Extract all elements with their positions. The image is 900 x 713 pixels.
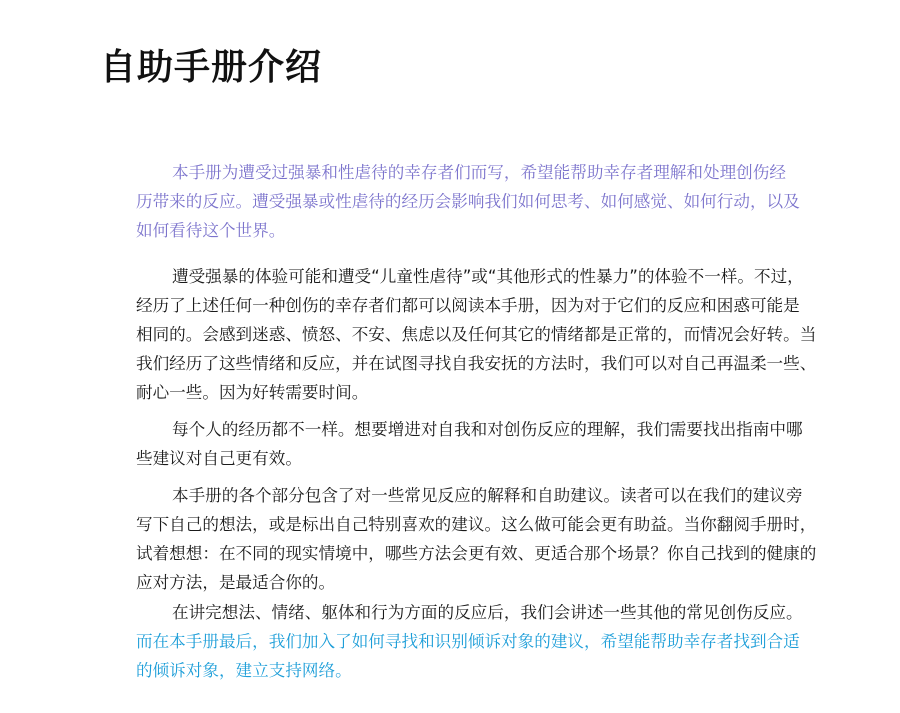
paragraph-line: 在讲完想法、情绪、躯体和行为方面的反应后，我们会讲述一些其他的常见创伤反应。 xyxy=(172,603,803,622)
intro-line: 本手册为遭受过强暴和性虐待的幸存者们而写，希望能帮助幸存者理解和处理创伤经 xyxy=(172,163,786,182)
body-paragraph-1 xyxy=(100,262,817,407)
paragraph-line: 相同的。会感到迷惑、愤怒、不安、焦虑以及任何其它的情绪都是正常的，而情况会好转。当 xyxy=(136,325,817,344)
paragraph-line: 经历了上述任何一种创伤的幸存者们都可以阅读本手册，因为对于它们的反应和困惑可能是 xyxy=(136,296,800,315)
paragraph-line: 我们经历了这些情绪和反应，并在试图寻找自我安抚的方法时，我们可以对自己再温柔一些、 xyxy=(136,354,817,373)
paragraph-line: 耐心一些。因为好转需要时间。 xyxy=(136,383,369,402)
page-title: 自助手册介绍 xyxy=(100,47,323,89)
intro-paragraph xyxy=(100,158,805,245)
paragraph-line: 写下自己的想法，或是标出自己特别喜欢的建议。这么做可能会更有助益。当你翻阅手册时， xyxy=(136,515,817,534)
paragraph-line: 试着想想：在不同的现实情境中，哪些方法会更有效、更适合那个场景？你自己找到的健康的 xyxy=(136,544,817,563)
paragraph-line: 遭受强暴的体验可能和遭受“儿童性虐待”或“其他形式的性暴力”的体验不一样。不过， xyxy=(172,267,804,286)
paragraph-line: 应对方法，是最适合你的。 xyxy=(136,573,336,592)
paragraph-line: 每个人的经历都不一样。想要增进对自我和对创伤反应的理解，我们需要找出指南中哪 xyxy=(172,420,803,439)
highlighted-line: 的倾诉对象，建立支持网络。 xyxy=(136,661,352,680)
intro-line: 如何看待这个世界。 xyxy=(136,221,286,240)
paragraph-line: 本手册的各个部分包含了对一些常见反应的解释和自助建议。读者可以在我们的建议旁 xyxy=(172,486,803,505)
body-paragraph-3 xyxy=(100,481,817,597)
paragraph-line: 些建议对自己更有效。 xyxy=(136,449,302,468)
body-paragraph-4 xyxy=(100,598,805,685)
highlighted-line: 而在本手册最后，我们加入了如何寻找和识别倾诉对象的建议，希望能帮助幸存者找到合适 xyxy=(136,632,800,651)
body-paragraph-2 xyxy=(100,415,805,473)
intro-line: 历带来的反应。遭受强暴或性虐待的经历会影响我们如何思考、如何感觉、如何行动，以及 xyxy=(136,192,800,211)
